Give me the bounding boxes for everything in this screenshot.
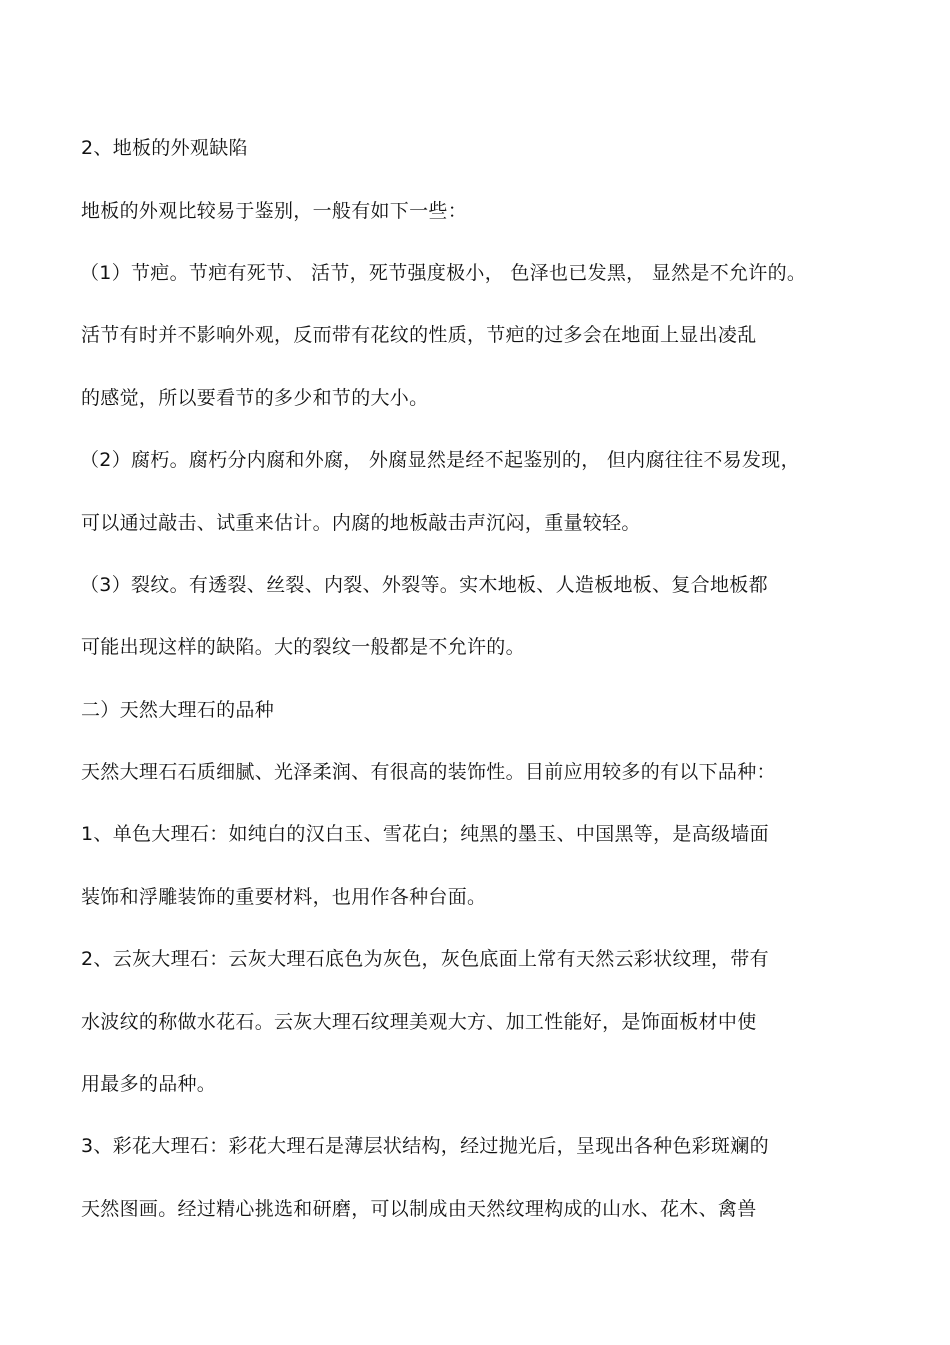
paragraph-line: 装饰和浮雕装饰的重要材料，也用作各种台面。	[81, 886, 487, 908]
heading-marble-varieties: 二）天然大理石的品种	[81, 699, 275, 721]
paragraph-line: 可能出现这样的缺陷。大的裂纹一般都是不允许的。	[81, 636, 525, 658]
paragraph-line: （3）裂纹。有透裂、丝裂、内裂、外裂等。实木地板、人造板地板、复合地板都	[80, 574, 768, 596]
paragraph-line: （1）节疤。节疤有死节、 活节，死节强度极小， 色泽也已发黑， 显然是不允许的。	[80, 262, 807, 284]
paragraph-line: 天然图画。经过精心挑选和研磨，可以制成由天然纹理构成的山水、花木、禽兽	[81, 1198, 757, 1220]
paragraph-line: 的感觉，所以要看节的多少和节的大小。	[81, 387, 429, 409]
paragraph-line: 天然大理石石质细腻、光泽柔润、有很高的装饰性。目前应用较多的有以下品种：	[81, 761, 776, 783]
paragraph-line: 可以通过敲击、试重来估计。内腐的地板敲击声沉闷，重量较轻。	[81, 512, 641, 534]
heading-floor-defects: 2、地板的外观缺陷	[81, 137, 248, 159]
paragraph-line: 3、彩花大理石：彩花大理石是薄层状结构，经过抛光后，呈现出各种色彩斑斓的	[81, 1135, 769, 1157]
paragraph-line: 1、单色大理石：如纯白的汉白玉、雪花白；纯黑的墨玉、中国黑等，是高级墙面	[81, 823, 769, 845]
paragraph-line: 水波纹的称做水花石。云灰大理石纹理美观大方、加工性能好，是饰面板材中使	[81, 1011, 757, 1033]
paragraph-line: 2、云灰大理石：云灰大理石底色为灰色，灰色底面上常有天然云彩状纹理，带有	[81, 948, 769, 970]
paragraph-line: 地板的外观比较易于鉴别，一般有如下一些：	[81, 200, 468, 222]
paragraph-line: （2）腐朽。腐朽分内腐和外腐， 外腐显然是经不起鉴别的， 但内腐往往不易发现，	[80, 449, 800, 471]
paragraph-line: 活节有时并不影响外观，反而带有花纹的性质，节疤的过多会在地面上显出凌乱	[81, 324, 757, 346]
paragraph-line: 用最多的品种。	[81, 1073, 217, 1095]
